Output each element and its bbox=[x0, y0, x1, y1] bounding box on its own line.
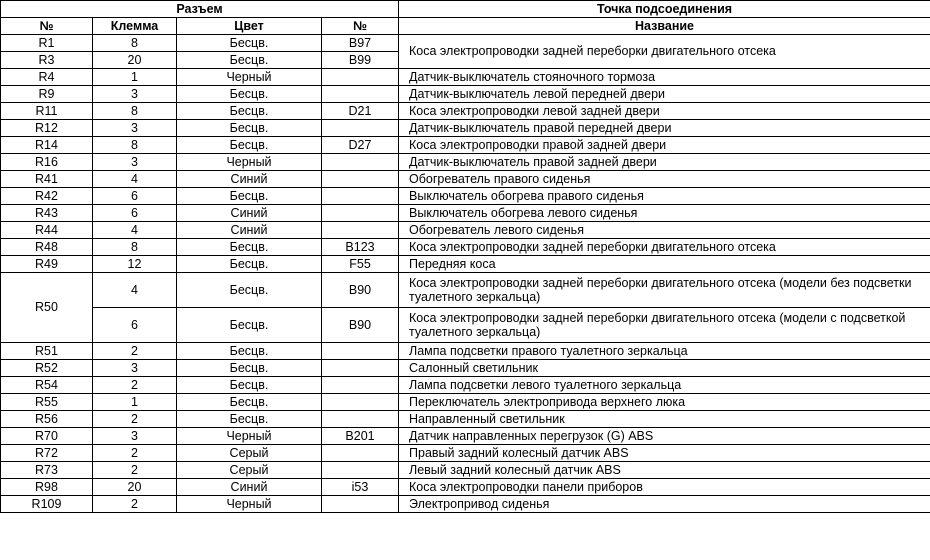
cell-color: Бесцв. bbox=[177, 120, 322, 137]
cell-no: R9 bbox=[1, 86, 93, 103]
cell-conn-no: F55 bbox=[322, 256, 399, 273]
cell-name: Электропривод сиденья bbox=[399, 496, 930, 513]
cell-conn-no: i53 bbox=[322, 479, 399, 496]
cell-color: Синий bbox=[177, 479, 322, 496]
cell-name: Выключатель обогрева левого сиденья bbox=[399, 205, 930, 222]
cell-name: Датчик-выключатель стояночного тормоза bbox=[399, 69, 930, 86]
cell-name: Обогреватель правого сиденья bbox=[399, 171, 930, 188]
cell-color: Серый bbox=[177, 462, 322, 479]
table-row bbox=[1, 308, 930, 343]
table-row bbox=[1, 273, 930, 308]
cell-conn-no bbox=[322, 360, 399, 377]
cell-conn-no bbox=[322, 69, 399, 86]
cell-terminal: 2 bbox=[93, 445, 177, 462]
cell-no: R14 bbox=[1, 137, 93, 154]
cell-conn-no: B90 bbox=[322, 308, 399, 343]
table-row bbox=[1, 428, 930, 445]
cell-name: Коса электропроводки задней переборки двигательного отсека bbox=[399, 239, 930, 256]
cell-no: R56 bbox=[1, 411, 93, 428]
table-row bbox=[1, 35, 930, 52]
cell-no: R54 bbox=[1, 377, 93, 394]
cell-color: Бесцв. bbox=[177, 308, 322, 343]
cell-no: R44 bbox=[1, 222, 93, 239]
cell-color: Бесцв. bbox=[177, 394, 322, 411]
cell-terminal: 8 bbox=[93, 35, 177, 52]
cell-name: Датчик направленных перегрузок (G) ABS bbox=[399, 428, 930, 445]
table-row bbox=[1, 154, 930, 171]
cell-conn-no bbox=[322, 188, 399, 205]
cell-conn-no bbox=[322, 394, 399, 411]
cell-terminal: 3 bbox=[93, 120, 177, 137]
cell-terminal: 3 bbox=[93, 86, 177, 103]
cell-name: Обогреватель левого сиденья bbox=[399, 222, 930, 239]
cell-color: Бесцв. bbox=[177, 411, 322, 428]
cell-terminal: 12 bbox=[93, 256, 177, 273]
cell-no: R109 bbox=[1, 496, 93, 513]
cell-color: Серый bbox=[177, 445, 322, 462]
cell-conn-no: D21 bbox=[322, 103, 399, 120]
cell-conn-no bbox=[322, 445, 399, 462]
table-row bbox=[1, 411, 930, 428]
table-row bbox=[1, 171, 930, 188]
cell-color: Бесцв. bbox=[177, 377, 322, 394]
cell-conn-no: B123 bbox=[322, 239, 399, 256]
cell-color: Бесцв. bbox=[177, 52, 322, 69]
cell-conn-no: B90 bbox=[322, 273, 399, 308]
cell-conn-no: B99 bbox=[322, 52, 399, 69]
cell-color: Синий bbox=[177, 222, 322, 239]
header-color: Цвет bbox=[177, 18, 322, 35]
cell-conn-no bbox=[322, 222, 399, 239]
cell-color: Бесцв. bbox=[177, 137, 322, 154]
cell-no: R42 bbox=[1, 188, 93, 205]
header-conn-no: № bbox=[322, 18, 399, 35]
cell-no: R72 bbox=[1, 445, 93, 462]
cell-name: Коса электропроводки панели приборов bbox=[399, 479, 930, 496]
table-row bbox=[1, 462, 930, 479]
header-no: № bbox=[1, 18, 93, 35]
cell-terminal: 2 bbox=[93, 343, 177, 360]
table-row bbox=[1, 205, 930, 222]
cell-terminal: 4 bbox=[93, 171, 177, 188]
cell-conn-no bbox=[322, 343, 399, 360]
cell-color: Бесцв. bbox=[177, 343, 322, 360]
cell-name: Салонный светильник bbox=[399, 360, 930, 377]
table-row bbox=[1, 69, 930, 86]
cell-conn-no bbox=[322, 462, 399, 479]
cell-no: R41 bbox=[1, 171, 93, 188]
cell-terminal: 6 bbox=[93, 188, 177, 205]
cell-terminal: 2 bbox=[93, 496, 177, 513]
cell-no: R12 bbox=[1, 120, 93, 137]
cell-conn-no bbox=[322, 377, 399, 394]
cell-name: Левый задний колесный датчик ABS bbox=[399, 462, 930, 479]
cell-terminal: 8 bbox=[93, 239, 177, 256]
cell-terminal: 3 bbox=[93, 360, 177, 377]
cell-no: R1 bbox=[1, 35, 93, 52]
header-name: Название bbox=[399, 18, 930, 35]
cell-conn-no bbox=[322, 86, 399, 103]
cell-color: Черный bbox=[177, 428, 322, 445]
table-row bbox=[1, 120, 930, 137]
cell-terminal: 8 bbox=[93, 103, 177, 120]
cell-name: Лампа подсветки правого туалетного зеркальца bbox=[399, 343, 930, 360]
cell-terminal: 3 bbox=[93, 154, 177, 171]
cell-no: R50 bbox=[1, 273, 93, 343]
cell-conn-no: D27 bbox=[322, 137, 399, 154]
table-row bbox=[1, 360, 930, 377]
cell-name: Коса электропроводки задней переборки двигательного отсека bbox=[399, 35, 930, 69]
cell-name: Правый задний колесный датчик ABS bbox=[399, 445, 930, 462]
cell-name: Коса электропроводки левой задней двери bbox=[399, 103, 930, 120]
cell-name: Датчик-выключатель левой передней двери bbox=[399, 86, 930, 103]
cell-color: Бесцв. bbox=[177, 188, 322, 205]
cell-name: Датчик-выключатель правой задней двери bbox=[399, 154, 930, 171]
cell-terminal: 1 bbox=[93, 69, 177, 86]
cell-no: R73 bbox=[1, 462, 93, 479]
table-row bbox=[1, 445, 930, 462]
header-connection-group: Точка подсоединения bbox=[399, 1, 930, 18]
cell-color: Синий bbox=[177, 171, 322, 188]
cell-no: R48 bbox=[1, 239, 93, 256]
table-row bbox=[1, 256, 930, 273]
cell-color: Бесцв. bbox=[177, 360, 322, 377]
cell-no: R11 bbox=[1, 103, 93, 120]
table-row bbox=[1, 479, 930, 496]
cell-name: Передняя коса bbox=[399, 256, 930, 273]
cell-name: Коса электропроводки правой задней двери bbox=[399, 137, 930, 154]
cell-terminal: 4 bbox=[93, 273, 177, 308]
cell-name: Лампа подсветки левого туалетного зеркальца bbox=[399, 377, 930, 394]
cell-color: Бесцв. bbox=[177, 35, 322, 52]
cell-color: Синий bbox=[177, 205, 322, 222]
cell-no: R43 bbox=[1, 205, 93, 222]
table-row bbox=[1, 496, 930, 513]
cell-no: R98 bbox=[1, 479, 93, 496]
cell-conn-no bbox=[322, 411, 399, 428]
cell-terminal: 2 bbox=[93, 377, 177, 394]
cell-conn-no bbox=[322, 154, 399, 171]
header-connector-group: Разъем bbox=[1, 1, 399, 18]
cell-name: Направленный светильник bbox=[399, 411, 930, 428]
cell-terminal: 6 bbox=[93, 308, 177, 343]
table-row bbox=[1, 103, 930, 120]
cell-conn-no bbox=[322, 205, 399, 222]
cell-color: Бесцв. bbox=[177, 86, 322, 103]
cell-no: R52 bbox=[1, 360, 93, 377]
table-row bbox=[1, 394, 930, 411]
cell-no: R55 bbox=[1, 394, 93, 411]
cell-name: Переключатель электропривода верхнего люка bbox=[399, 394, 930, 411]
cell-color: Бесцв. bbox=[177, 256, 322, 273]
cell-name: Коса электропроводки задней переборки двигательного отсека (модели с подсветкой туалетного зеркальца) bbox=[399, 308, 930, 343]
header-terminal: Клемма bbox=[93, 18, 177, 35]
cell-conn-no bbox=[322, 496, 399, 513]
cell-name: Коса электропроводки задней переборки двигательного отсека (модели без подсветки туалетного зеркальца) bbox=[399, 273, 930, 308]
cell-color: Бесцв. bbox=[177, 273, 322, 308]
cell-terminal: 2 bbox=[93, 462, 177, 479]
cell-no: R49 bbox=[1, 256, 93, 273]
table-row bbox=[1, 377, 930, 394]
table-row bbox=[1, 239, 930, 256]
table-row bbox=[1, 86, 930, 103]
cell-color: Черный bbox=[177, 496, 322, 513]
cell-no: R16 bbox=[1, 154, 93, 171]
cell-no: R51 bbox=[1, 343, 93, 360]
cell-conn-no: B201 bbox=[322, 428, 399, 445]
cell-color: Черный bbox=[177, 154, 322, 171]
cell-color: Черный bbox=[177, 69, 322, 86]
cell-terminal: 4 bbox=[93, 222, 177, 239]
cell-conn-no bbox=[322, 171, 399, 188]
cell-no: R4 bbox=[1, 69, 93, 86]
cell-name: Выключатель обогрева правого сиденья bbox=[399, 188, 930, 205]
cell-terminal: 20 bbox=[93, 52, 177, 69]
cell-color: Бесцв. bbox=[177, 103, 322, 120]
cell-name: Датчик-выключатель правой передней двери bbox=[399, 120, 930, 137]
cell-terminal: 8 bbox=[93, 137, 177, 154]
cell-conn-no: B97 bbox=[322, 35, 399, 52]
cell-no: R3 bbox=[1, 52, 93, 69]
table-row bbox=[1, 222, 930, 239]
table-row bbox=[1, 137, 930, 154]
cell-terminal: 1 bbox=[93, 394, 177, 411]
table-row bbox=[1, 188, 930, 205]
cell-no: R70 bbox=[1, 428, 93, 445]
cell-terminal: 2 bbox=[93, 411, 177, 428]
cell-terminal: 20 bbox=[93, 479, 177, 496]
cell-terminal: 3 bbox=[93, 428, 177, 445]
cell-color: Бесцв. bbox=[177, 239, 322, 256]
cell-conn-no bbox=[322, 120, 399, 137]
cell-terminal: 6 bbox=[93, 205, 177, 222]
table-row bbox=[1, 343, 930, 360]
